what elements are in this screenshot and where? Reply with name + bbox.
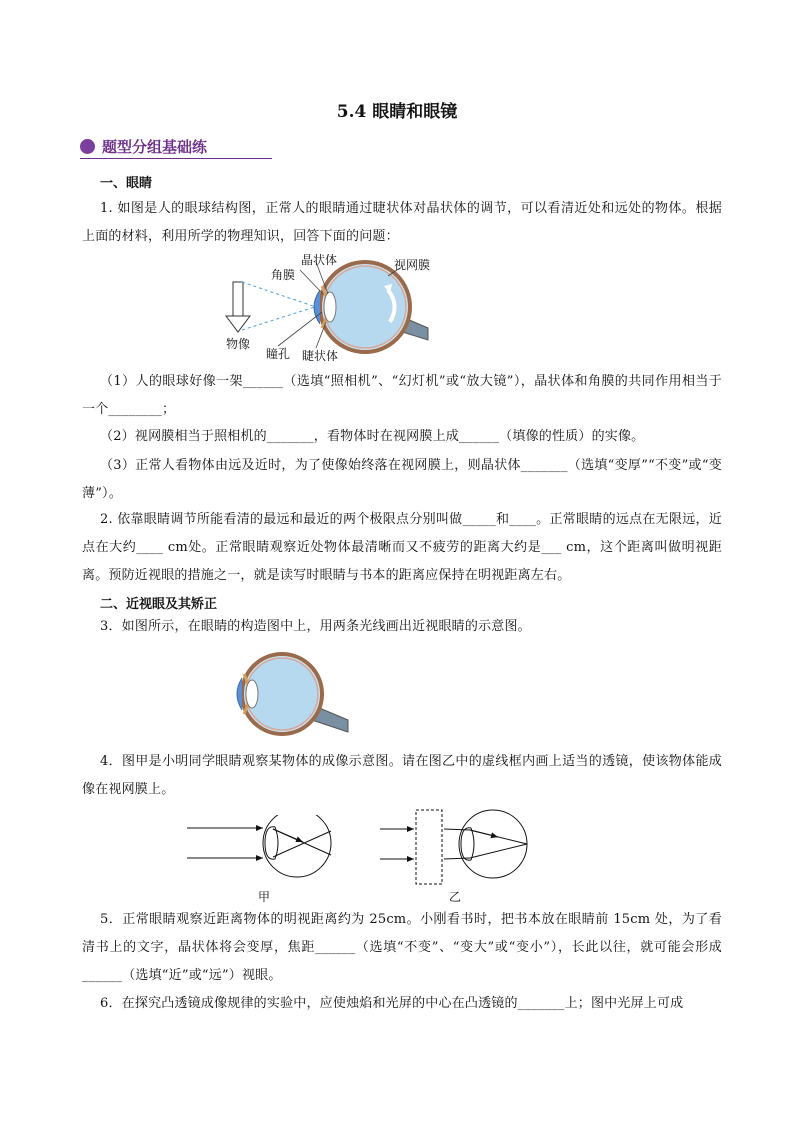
question-2: 2. 依靠眼睛调节所能看清的最远和最近的两个极限点分别叫做_____和____。正常眼睛的远点在无限远，近点在大约____ cm处。正常眼睛观察近处物体最清晰而又不疲劳的距离大约是___ cm，这个距离叫做明视距离。预防近视眼的措施之一，就是读写时眼睛与书本的距离应保持在明视距离左右。 (82, 512, 722, 583)
label-ciliary-body: 睫状体 (302, 349, 339, 363)
object-arrow-icon (226, 282, 250, 332)
figure-label-yi: 乙 (449, 890, 462, 904)
bullet-dot-icon (80, 139, 95, 154)
label-object-image: 物像 (226, 337, 251, 351)
question-1-part-1: （1）人的眼球好像一架______（选填“照相机”、“幻灯机”或“放大镜”），晶状体和角膜的共同作用相当于一个________； (82, 374, 722, 417)
question-1-part-2: （2）视网膜相当于照相机的_______，看物体时在视网膜上成______（填像的性质）的实像。 (100, 429, 645, 444)
label-cornea: 角膜 (271, 268, 296, 282)
question-6: 6．在探究凸透镜成像规律的实验中，应使烛焰和光屏的中心在凸透镜的_______上；图中光屏上可成 (100, 996, 684, 1011)
dashed-lens-box (416, 810, 442, 884)
eye-construction-figure (220, 650, 365, 740)
figure-label-jia: 甲 (258, 890, 271, 904)
figure-yi-diagram (378, 808, 538, 888)
label-lens: 晶状体 (301, 253, 338, 267)
question-1-part-3: （3）正常人看物体由远及近时，为了使像始终落在视网膜上，则晶状体_______（选填“变厚”“不变”或“变薄”）。 (82, 458, 722, 501)
question-3: 3．如图所示，在眼睛的构造图中上，用两条光线画出近视眼睛的示意图。 (100, 619, 531, 634)
section-banner (80, 136, 272, 159)
section-heading-eye: 一、眼睛 (100, 176, 153, 191)
question-5: 5．正常眼睛观察近距离物体的明视距离约为 25cm。小刚看书时，把书本放在眼睛前 15cm 处，为了看清书上的文字，晶状体将会变厚，焦距______（选填“不变”、“变大”或“变小”），长此以往，就可能会形成______（选填“近”或“远”）视眼。 (82, 912, 722, 983)
question-1-stem: 1. 如图是人的眼球结构图，正常人的眼睛通过睫状体对晶状体的调节，可以看清近处和远处的物体。根据上面的材料，利用所学的物理知识，回答下面的问题： (82, 201, 722, 244)
figure-jia-diagram (185, 815, 345, 890)
label-retina: 视网膜 (394, 258, 431, 272)
question-4: 4．图甲是小明同学眼睛观察某物体的成像示意图。请在图乙中的虚线框内画上适当的透镜，使该物体能成像在视网膜上。 (82, 754, 722, 797)
section-heading-myopia: 二、近视眼及其矫正 (100, 597, 218, 612)
banner-text: 题型分组基础练 (102, 138, 208, 156)
label-pupil: 瞳孔 (266, 347, 291, 361)
page-title: 5.4 眼睛和眼镜 (336, 102, 458, 122)
